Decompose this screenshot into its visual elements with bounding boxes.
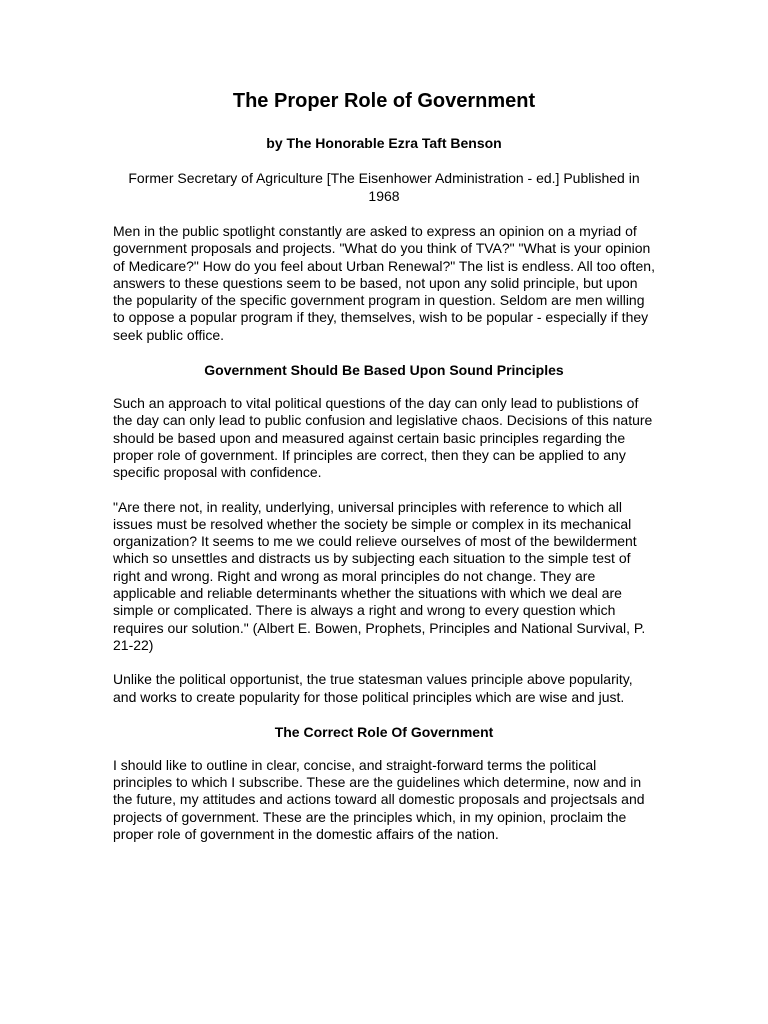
paragraph-quote: "Are there not, in reality, underlying, universal principles with reference to which all issues must be resolved whether the society be simple or complex in its mechanical organization? It seems to me we could relieve ourselves of most of the bewilderment which so unsettles and distracts us by subjecting each situation to the simple test of right and wrong. Right and wrong as moral principles do not change. They are applicable and reliable determinants whether the situations with which we deal are simple or complicated. There is always a right and wrong to every question which requires our solution." (Albert E. Bowen, Prophets, Principles and National Survival, P. 21-22) xyxy=(113,498,646,653)
document-title: The Proper Role of Government xyxy=(232,90,536,112)
paragraph-outline: I should like to outline in clear, concise, and straight-forward terms the political principles to which I subscribe. These are the guidelines which determine, now and in the future, my attitudes and actions toward all domestic proposals and projectsals and projects of government. These are the principles which, in my opinion, proclaim the proper role of government in the domestic affairs of the nation. xyxy=(113,756,645,843)
section-heading-correct-role: The Correct Role Of Government xyxy=(274,723,494,740)
paragraph-statesman: Unlike the political opportunist, the true statesman values principle above popularity, and works to create popularity for those political principles which are wise and just. xyxy=(113,671,633,705)
author-description: Former Secretary of Agriculture [The Eisenhower Administration - ed.] Published in 1968 xyxy=(128,170,640,204)
section-heading-sound-principles: Government Should Be Based Upon Sound Principles xyxy=(204,362,564,379)
paragraph-approach: Such an approach to vital political questions of the day can only lead to publistions of the day can only lead to public confusion and legislative chaos. Decisions of this nature should be based upon and measured against certain basic principles regarding the proper role of government. If principles are correct, then they can be applied to any specific proposal with confidence. xyxy=(113,395,653,481)
author-byline: by The Honorable Ezra Taft Benson xyxy=(266,135,502,151)
document-content xyxy=(113,88,655,860)
paragraph-intro: Men in the public spotlight constantly are asked to express an opinion on a myriad of government proposals and projects. "What do you think of TVA?" "What is your opinion of Medicare?" How do you feel about Urban Renewal?" The list is endless. All too often, answers to these questions seem to be based, not upon any solid principle, but upon the popularity of the specific government program in question. Seldom are men willing to oppose a popular program if they, themselves, wish to be popular - especially if they seek public office. xyxy=(113,223,655,343)
